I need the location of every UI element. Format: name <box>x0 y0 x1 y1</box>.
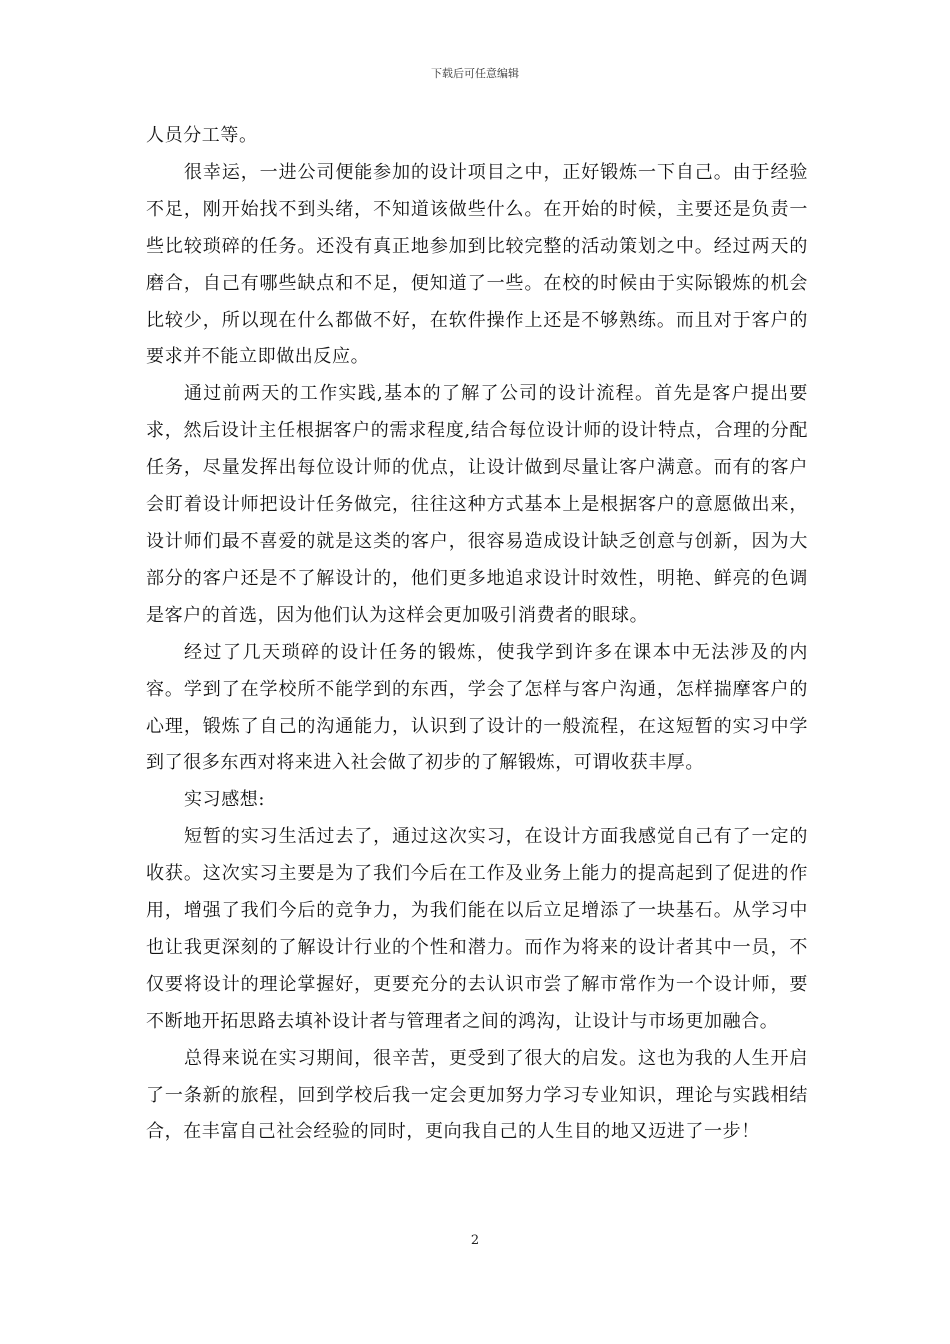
paragraph-learning: 经过了几天琐碎的设计任务的锻炼，使我学到许多在课本中无法涉及的内容。学到了在学校所不能学到的东西，学会了怎样与客户沟通，怎样揣摩客户的心理，锻炼了自己的沟通能力，认识到了设计的一般流程，在这短暂的实习中学到了很多东西对将来进入社会做了初步的了解锻炼，可谓收获丰厚。 <box>146 641 808 774</box>
paragraph-intro-experience: 很幸运，一进公司便能参加的设计项目之中，正好锻炼一下自己。由于经验不足，刚开始找不到头绪，不知道该做些什么。在开始的时候，主要还是负责一些比较琐碎的任务。还没有真正地参加到比较完整的活动策划之中。经过两天的磨合，自己有哪些缺点和不足，便知道了一些。在校的时候由于实际锻炼的机会比较少，所以现在什么都做不好，在软件操作上还是不够熟练。而且对于客户的要求并不能立即做出反应。 <box>146 161 808 368</box>
paragraph-reflection: 短暂的实习生活过去了，通过这次实习，在设计方面我感觉自己有了一定的收获。这次实习主要是为了我们今后在工作及业务上能力的提高起到了促进的作用，增强了我们今后的竞争力，为我们能在以后立足增添了一块基石。从学习中也让我更深刻的了解设计行业的个性和潜力。而作为将来的设计者其中一员，不仅要将设计的理论掌握好，更要充分的去认识市尝了解市常作为一个设计师，要不断地开拓思路去填补设计者与管理者之间的鸿沟，让设计与市场更加融合。 <box>146 826 808 1032</box>
paragraph-conclusion: 总得来说在实习期间，很辛苦，更受到了很大的启发。这也为我的人生开启了一条新的旅程，回到学校后我一定会更加努力学习专业知识，理论与实践相结合，在丰富自己社会经验的同时，更向我自己的人生目的地又迈进了一步！ <box>146 1047 808 1143</box>
page-header: 下载后可任意编辑 <box>431 67 519 80</box>
paragraph-continuation: 人员分工等。 <box>146 125 258 146</box>
section-heading-reflection: 实习感想: <box>184 789 266 811</box>
document-body <box>146 118 808 1151</box>
page-number: 2 <box>470 1233 480 1248</box>
paragraph-design-process: 通过前两天的工作实践,基本的了解了公司的设计流程。首先是客户提出要求，然后设计主任根据客户的需求程度,结合每位设计师的设计特点，合理的分配任务，尽量发挥出每位设计师的优点，让设计做到尽量让客户满意。而有的客户会盯着设计师把设计任务做完，往往这种方式基本上是根据客户的意愿做出来，设计师们最不喜爱的就是这类的客户，很容易造成设计缺乏创意与创新，因为大部分的客户还是不了解设计的，他们更多地追求设计时效性，明艳、鲜亮的色调是客户的首选，因为他们认为这样会更加吸引消费者的眼球。 <box>146 383 808 626</box>
